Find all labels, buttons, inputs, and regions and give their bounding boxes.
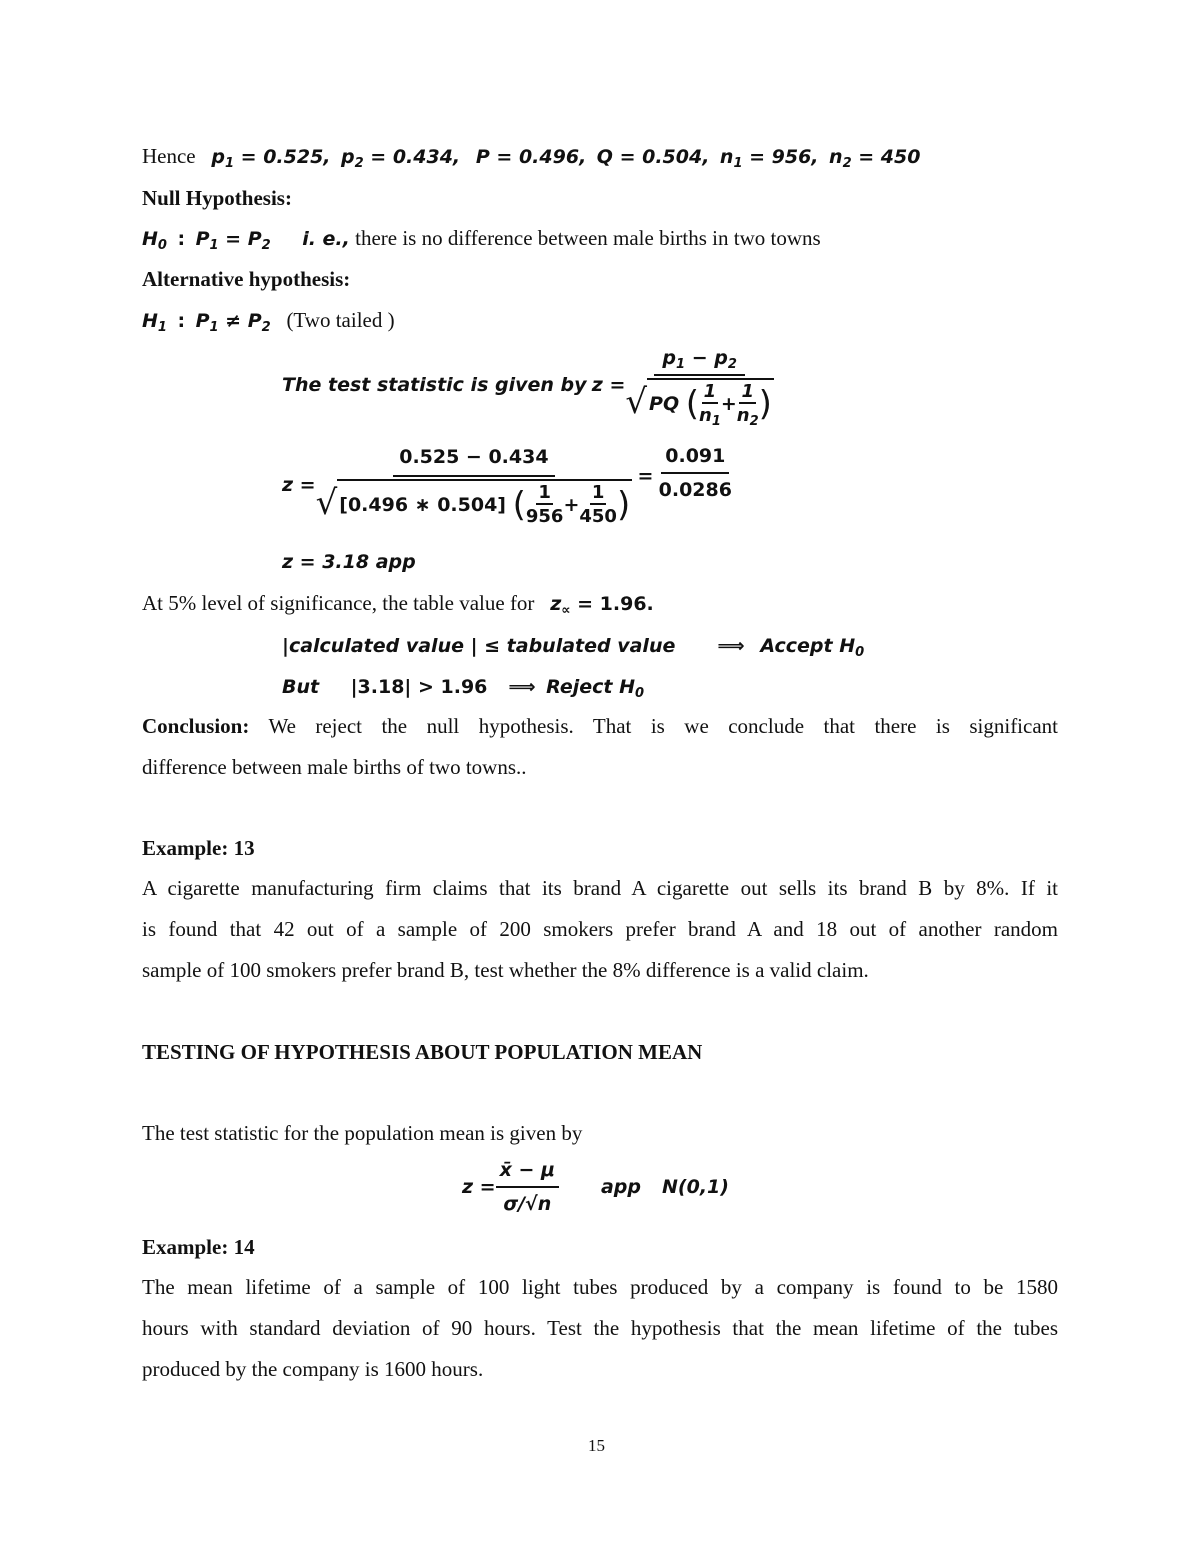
alternative-hypothesis-statement: $H_1$ : $P_1 \ne P_2$ (Two tailed ): [142, 308, 395, 335]
calc-z-equals: z =: [282, 474, 316, 496]
example-13-heading: Example: 13: [142, 836, 255, 860]
p2-value: $p_2 = 0.434$,: [341, 146, 461, 171]
example-14-line-1: The mean lifetime of a sample of 100 light tubes produced by a company is found to be 1580: [142, 1275, 1058, 1299]
page-number: 15: [588, 1436, 605, 1455]
significance-text: At 5% level of significance, the table value for: [142, 591, 535, 615]
given-values-line: [142, 142, 920, 171]
section-heading: TESTING OF HYPOTHESIS ABOUT POPULATION MEAN: [142, 1040, 703, 1064]
normal-distribution: N(0,1): [662, 1176, 729, 1198]
result-fraction: $\frac{0.091}{0.0286}$: [659, 442, 732, 504]
example-14-line-2: hours with standard deviation of 90 hours. Test the hypothesis that the mean lifetime of the tubes: [142, 1316, 1058, 1340]
n1-value: $n_1 = 956$,: [719, 146, 819, 171]
rule-condition: |calculated value | ≤ tabulated value: [282, 635, 676, 657]
z-alpha: $z_\propto$: [550, 593, 571, 618]
example-14-line-3: produced by the company is 1600 hours.: [142, 1357, 484, 1381]
decision-result: [282, 672, 644, 701]
example-14-heading: Example: 14: [142, 1235, 255, 1259]
calc-equals: =: [637, 465, 654, 487]
test-statistic-text: The test statistic is given by: [282, 374, 587, 396]
calc-fraction: 0.525 − 0.434 √ [0.496 ∗ 0.504] ( $\frac{1}{956}$ + $\frac{1}{450}$ ): [316, 443, 633, 527]
population-mean-formula: [462, 1152, 729, 1222]
null-hypothesis-heading: Null Hypothesis:: [142, 186, 292, 210]
conclusion-line-1: [142, 712, 1058, 740]
inequality: |3.18| > 1.96: [350, 676, 488, 698]
null-hypothesis-text: there is no difference between male births in two towns: [349, 226, 821, 250]
mean-fraction: $\frac{x̄ - \mu}{\sigma/√n}$: [496, 1156, 559, 1218]
z-calculation: [282, 436, 732, 534]
conclusion-label: Conclusion:: [142, 714, 250, 738]
hence-label: Hence: [142, 144, 196, 168]
rule-accept: Accept $H_0$: [760, 635, 865, 660]
h1-symbol: $H_1$: [142, 310, 167, 335]
alternative-hypothesis-heading: Alternative hypothesis:: [142, 267, 351, 291]
example-13-line-2: is found that 42 out of a sample of 200 smokers prefer brand A and 18 out of another random: [142, 917, 1058, 941]
result-arrow: ⟹: [508, 676, 536, 698]
mean-z-equals: z =: [462, 1176, 496, 1198]
test-statistic-formula: [282, 340, 774, 430]
h1-equation: $P_1 \ne P_2$: [195, 310, 271, 335]
null-hypothesis-statement: $H_0$ : $P_1 = P_2$ i. e., there is no difference between male births in two towns: [142, 226, 821, 253]
population-mean-intro: The test statistic for the population mean is given by: [142, 1121, 583, 1145]
test-statistic-fraction: $p_1 - p_2$ √ PQ ( $\frac{1}{n_1}$ + $\frac{1}{n_2}$ ): [625, 344, 774, 426]
n2-value: $n_2 = 450$: [829, 146, 921, 171]
ie-label: i. e.,: [302, 228, 350, 250]
z-result: z = 3.18 app: [282, 551, 416, 573]
rule-arrow: ⟹: [717, 635, 745, 657]
h0-equation: $P_1 = P_2$: [195, 228, 271, 253]
z-equals: z =: [591, 374, 626, 396]
decision-rule: [282, 631, 864, 660]
mean-app: app: [600, 1176, 642, 1198]
example-13-line-1: A cigarette manufacturing firm claims that its brand A cigarette out sells its brand B by 8%. If it: [142, 876, 1058, 900]
h0-symbol: $H_0$: [142, 228, 167, 253]
example-13-line-3: sample of 100 smokers prefer brand B, test whether the 8% difference is a valid claim.: [142, 958, 869, 982]
conclusion-text-1: We reject the null hypothesis. That is we conclude that there is significant: [249, 714, 1058, 738]
Q-value: Q = 0.504,: [596, 146, 710, 168]
critical-value: = 1.96.: [570, 593, 654, 615]
two-tailed-note: (Two tailed ): [286, 308, 395, 332]
but-label: But: [282, 676, 320, 698]
conclusion-line-2: difference between male births of two towns..: [142, 755, 527, 779]
p1-value: $p_1 = 0.525$,: [211, 146, 331, 171]
reject-h0: Reject $H_0$: [546, 676, 645, 701]
significance-line: [142, 589, 654, 618]
P-value: P = 0.496,: [475, 146, 587, 168]
